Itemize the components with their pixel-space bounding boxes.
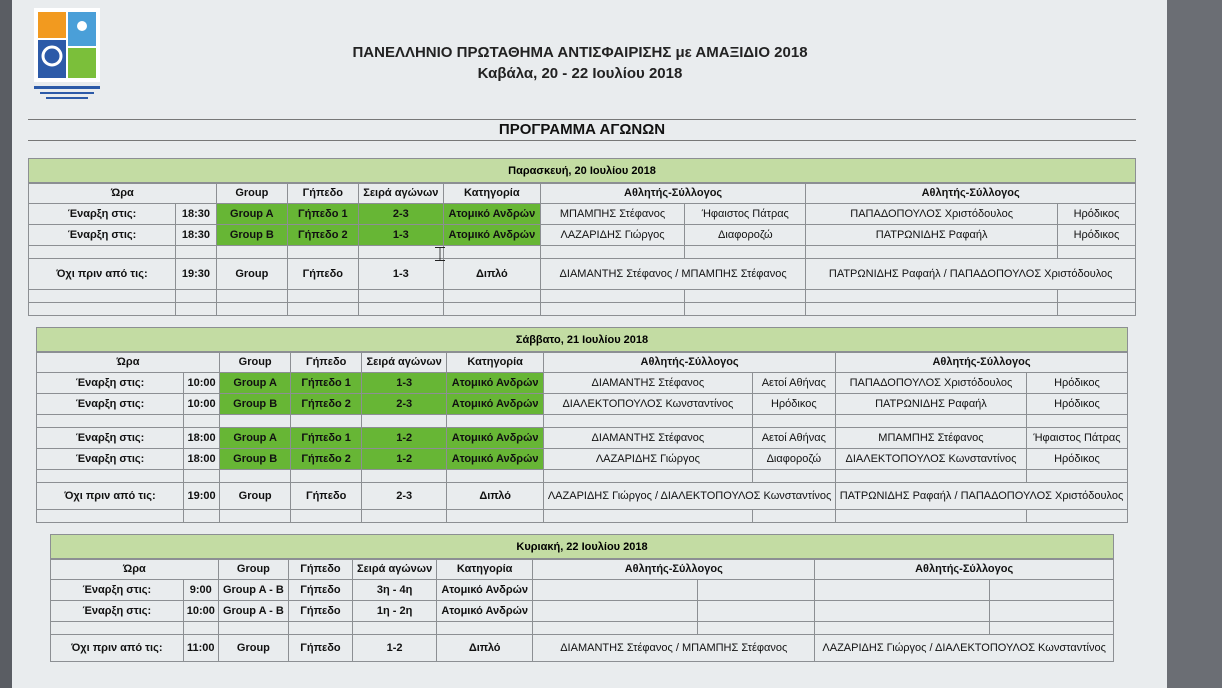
row-time: 18:00 xyxy=(184,428,220,449)
row-group: Group A - B xyxy=(218,580,288,601)
row-time: 11:00 xyxy=(183,635,218,662)
table-row xyxy=(37,373,1128,394)
row-group: Group B xyxy=(220,394,291,415)
row-when: Όχι πριν από τις: xyxy=(37,483,184,510)
row-time: 19:30 xyxy=(176,259,217,290)
table-row xyxy=(37,483,1128,510)
row-club1 xyxy=(698,601,815,622)
header-athlete1: Αθλητής-Σύλλογος xyxy=(540,183,806,204)
row-player2: ΔΙΑΛΕΚΤΟΠΟΥΛΟΣ Κωνσταντίνος xyxy=(836,449,1027,470)
row-court: Γήπεδο xyxy=(288,635,352,662)
row-club2: Ηρόδικος xyxy=(1057,225,1135,246)
row-club2: Ηρόδικος xyxy=(1057,204,1135,225)
federation-logo xyxy=(30,6,104,104)
row-player2: ΠΑΠΑΔΟΠΟΥΛΟΣ Χριστόδουλος xyxy=(806,204,1058,225)
row-when: Έναρξη στις: xyxy=(51,601,184,622)
header-time: Ώρα xyxy=(51,559,219,580)
row-when: Όχι πριν από τις: xyxy=(29,259,176,290)
row-time: 18:30 xyxy=(176,204,217,225)
row-club1: Ήφαιστος Πάτρας xyxy=(685,204,806,225)
spacer-row xyxy=(37,510,1128,523)
header-category: Κατηγορία xyxy=(437,559,533,580)
row-when: Έναρξη στις: xyxy=(37,394,184,415)
row-order: 1η - 2η xyxy=(353,601,437,622)
day-band-friday: Παρασκευή, 20 Ιουλίου 2018 xyxy=(28,158,1136,184)
row-player1: ΜΠΑΜΠΗΣ Στέφανος xyxy=(540,204,684,225)
table-row xyxy=(29,259,1136,290)
row-club1: Διαφοροζώ xyxy=(752,449,835,470)
header-row xyxy=(29,183,1136,204)
table-row xyxy=(37,394,1128,415)
row-order: 2-3 xyxy=(362,394,447,415)
row-court: Γήπεδο 1 xyxy=(291,373,362,394)
header-order: Σειρά αγώνων xyxy=(358,183,443,204)
row-player2: ΠΑΤΡΩΝΙΔΗΣ Ραφαήλ xyxy=(806,225,1058,246)
row-category: Ατομικό Ανδρών xyxy=(447,373,544,394)
row-court: Γήπεδο 1 xyxy=(287,204,358,225)
text-cursor-icon: ⌶ xyxy=(434,242,446,266)
row-court: Γήπεδο xyxy=(288,601,352,622)
row-group: Group B xyxy=(220,449,291,470)
header-row xyxy=(37,352,1128,373)
row-when: Έναρξη στις: xyxy=(51,580,184,601)
row-order: 1-3 xyxy=(358,259,443,290)
row-court: Γήπεδο 2 xyxy=(291,394,362,415)
header-athlete2: Αθλητής-Σύλλογος xyxy=(806,183,1136,204)
header-athlete1: Αθλητής-Σύλλογος xyxy=(533,559,815,580)
spacer-row xyxy=(29,290,1136,303)
row-player1 xyxy=(533,601,698,622)
table-row xyxy=(51,601,1114,622)
row-player2: ΠΑΠΑΔΟΠΟΥΛΟΣ Χριστόδουλος xyxy=(836,373,1027,394)
row-order: 1-3 xyxy=(362,373,447,394)
row-club1: Διαφοροζώ xyxy=(685,225,806,246)
program-title: ΠΡΟΓΡΑΜΜΑ ΑΓΩΝΩΝ xyxy=(28,119,1136,141)
row-group: Group xyxy=(220,483,291,510)
row-club1: Ηρόδικος xyxy=(752,394,835,415)
spacer-row xyxy=(29,246,1136,259)
row-category: Ατομικό Ανδρών xyxy=(447,428,544,449)
day-band-saturday: Σάββατο, 21 Ιουλίου 2018 xyxy=(36,327,1128,353)
row-court: Γήπεδο xyxy=(288,580,352,601)
row-category: Διπλό xyxy=(447,483,544,510)
row-order: 3η - 4η xyxy=(353,580,437,601)
row-pair2: ΠΑΤΡΩΝΙΔΗΣ Ραφαήλ / ΠΑΠΑΔΟΠΟΥΛΟΣ Χριστόδουλος xyxy=(806,259,1136,290)
header-court: Γήπεδο xyxy=(287,183,358,204)
row-club1: Αετοί Αθήνας xyxy=(752,428,835,449)
row-player2 xyxy=(815,580,990,601)
row-category: Ατομικό Ανδρών xyxy=(443,225,540,246)
row-club2 xyxy=(990,580,1114,601)
row-time: 10:00 xyxy=(184,394,220,415)
table-row xyxy=(29,204,1136,225)
row-time: 9:00 xyxy=(183,580,218,601)
header-group: Group xyxy=(218,559,288,580)
championship-title: ΠΑΝΕΛΛΗΝΙΟ ΠΡΩΤΑΘΗΜΑ ΑΝΤΙΣΦΑΙΡΙΣΗΣ με ΑΜΑΞΙΔΙΟ 2018 xyxy=(352,44,808,61)
spacer-row xyxy=(29,303,1136,316)
row-category: Ατομικό Ανδρών xyxy=(447,449,544,470)
sunday-schedule-table xyxy=(50,558,1114,662)
row-group: Group xyxy=(216,259,287,290)
row-group: Group B xyxy=(216,225,287,246)
header-group: Group xyxy=(220,352,291,373)
row-club1: Αετοί Αθήνας xyxy=(752,373,835,394)
row-club2: Ηρόδικος xyxy=(1026,449,1127,470)
table-row xyxy=(29,225,1136,246)
table-row xyxy=(37,428,1128,449)
row-pair1: ΔΙΑΜΑΝΤΗΣ Στέφανος / ΜΠΑΜΠΗΣ Στέφανος xyxy=(533,635,815,662)
row-when: Έναρξη στις: xyxy=(37,373,184,394)
row-club1 xyxy=(698,580,815,601)
row-category: Διπλό xyxy=(443,259,540,290)
row-pair1: ΔΙΑΜΑΝΤΗΣ Στέφανος / ΜΠΑΜΠΗΣ Στέφανος xyxy=(540,259,806,290)
row-club2: Ήφαιστος Πάτρας xyxy=(1026,428,1127,449)
row-player2: ΠΑΤΡΩΝΙΔΗΣ Ραφαήλ xyxy=(836,394,1027,415)
day-band-sunday: Κυριακή, 22 Ιουλίου 2018 xyxy=(50,534,1114,560)
row-category: Ατομικό Ανδρών xyxy=(447,394,544,415)
row-time: 10:00 xyxy=(183,601,218,622)
row-pair1: ΛΑΖΑΡΙΔΗΣ Γιώργος / ΔΙΑΛΕΚΤΟΠΟΥΛΟΣ Κωνσταντίνος xyxy=(544,483,836,510)
spacer-row xyxy=(37,470,1128,483)
row-order: 1-2 xyxy=(362,428,447,449)
row-player1 xyxy=(533,580,698,601)
saturday-schedule-table xyxy=(36,351,1128,523)
row-player1: ΔΙΑΜΑΝΤΗΣ Στέφανος xyxy=(544,373,752,394)
row-when: Όχι πριν από τις: xyxy=(51,635,184,662)
row-court: Γήπεδο xyxy=(291,483,362,510)
spacer-row xyxy=(51,622,1114,635)
row-category: Διπλό xyxy=(437,635,533,662)
table-row xyxy=(51,580,1114,601)
row-category: Ατομικό Ανδρών xyxy=(437,580,533,601)
row-club2 xyxy=(990,601,1114,622)
row-category: Ατομικό Ανδρών xyxy=(437,601,533,622)
header-order: Σειρά αγώνων xyxy=(362,352,447,373)
row-court: Γήπεδο 2 xyxy=(287,225,358,246)
row-when: Έναρξη στις: xyxy=(37,449,184,470)
championship-dates: Καβάλα, 20 - 22 Ιουλίου 2018 xyxy=(477,65,683,82)
row-club2: Ηρόδικος xyxy=(1026,394,1127,415)
row-court: Γήπεδο xyxy=(287,259,358,290)
row-club2: Ηρόδικος xyxy=(1026,373,1127,394)
row-group: Group A xyxy=(220,373,291,394)
table-row xyxy=(51,635,1114,662)
header-category: Κατηγορία xyxy=(447,352,544,373)
row-group: Group A - B xyxy=(218,601,288,622)
row-time: 18:00 xyxy=(184,449,220,470)
row-order: 2-3 xyxy=(358,204,443,225)
row-player1: ΛΑΖΑΡΙΔΗΣ Γιώργος xyxy=(540,225,684,246)
row-when: Έναρξη στις: xyxy=(37,428,184,449)
row-order: 1-2 xyxy=(353,635,437,662)
header-row xyxy=(51,559,1114,580)
header-court: Γήπεδο xyxy=(288,559,352,580)
header-athlete1: Αθλητής-Σύλλογος xyxy=(544,352,836,373)
row-court: Γήπεδο 2 xyxy=(291,449,362,470)
row-order: 2-3 xyxy=(362,483,447,510)
row-time: 19:00 xyxy=(184,483,220,510)
header-category: Κατηγορία xyxy=(443,183,540,204)
spacer-row xyxy=(37,415,1128,428)
row-when: Έναρξη στις: xyxy=(29,225,176,246)
table-row xyxy=(37,449,1128,470)
header-order: Σειρά αγώνων xyxy=(353,559,437,580)
row-group: Group A xyxy=(216,204,287,225)
header-court: Γήπεδο xyxy=(291,352,362,373)
row-pair2: ΛΑΖΑΡΙΔΗΣ Γιώργος / ΔΙΑΛΕΚΤΟΠΟΥΛΟΣ Κωνσταντίνος xyxy=(815,635,1114,662)
row-player1: ΔΙΑΜΑΝΤΗΣ Στέφανος xyxy=(544,428,752,449)
row-category: Ατομικό Ανδρών xyxy=(443,204,540,225)
header-time: Ώρα xyxy=(37,352,220,373)
header-athlete2: Αθλητής-Σύλλογος xyxy=(815,559,1114,580)
row-player2 xyxy=(815,601,990,622)
row-group: Group A xyxy=(220,428,291,449)
row-player2: ΜΠΑΜΠΗΣ Στέφανος xyxy=(836,428,1027,449)
row-time: 10:00 xyxy=(184,373,220,394)
header-time: Ώρα xyxy=(29,183,217,204)
row-order: 1-2 xyxy=(362,449,447,470)
header-athlete2: Αθλητής-Σύλλογος xyxy=(836,352,1128,373)
row-player1: ΔΙΑΛΕΚΤΟΠΟΥΛΟΣ Κωνσταντίνος xyxy=(544,394,752,415)
row-when: Έναρξη στις: xyxy=(29,204,176,225)
row-group: Group xyxy=(218,635,288,662)
row-order: 1-3 xyxy=(358,225,443,246)
row-court: Γήπεδο 1 xyxy=(291,428,362,449)
row-pair2: ΠΑΤΡΩΝΙΔΗΣ Ραφαήλ / ΠΑΠΑΔΟΠΟΥΛΟΣ Χριστόδουλος xyxy=(836,483,1128,510)
row-time: 18:30 xyxy=(176,225,217,246)
header-group: Group xyxy=(216,183,287,204)
row-player1: ΛΑΖΑΡΙΔΗΣ Γιώργος xyxy=(544,449,752,470)
friday-schedule-table xyxy=(28,182,1136,316)
